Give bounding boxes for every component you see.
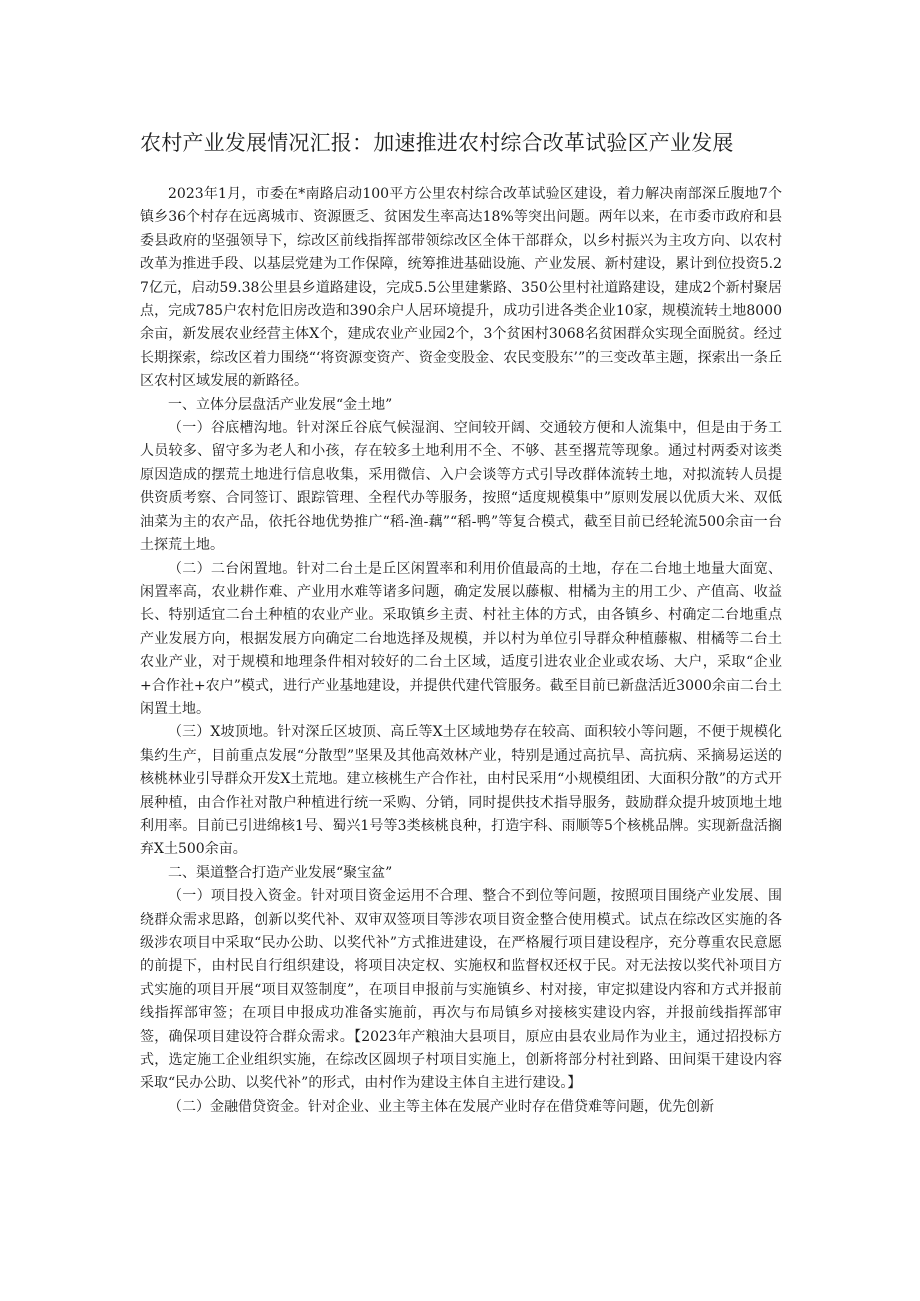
- document-title: 农村产业发展情况汇报：加速推进农村综合改革试验区产业发展: [140, 131, 734, 155]
- section-heading-2: 二、渠道整合打造产业发展“聚宝盆”: [168, 864, 393, 881]
- subsection-paragraph: （一）谷底槽沟地。针对深丘谷底气候湿润、空间较开阔、交通较方便和人流集中，但是由于务工人员较多、留守多为老人和小孩，存在较多土地利用不全、不够、甚至撂荒等现象。通过村两委对该类原因造成的摆荒土地进行信息收集，采用微信、入户会谈等方式引导改群体流转土地，对拟流转人员提供资质考察、合同签订、跟踪管理、全程代办等服务，按照“适度规模集中”原则发展以优质大米、双低油菜为主的农产品，依托谷地优势推广“稻-渔-藕”“稻-鸭”等复合模式，截至目前已经轮流500余亩一台土探荒土地。: [140, 420, 782, 554]
- subsection-paragraph: （二）金融借贷资金。针对企业、业主等主体在发展产业时存在借贷难等问题，优先创新: [168, 1098, 714, 1115]
- subsection-paragraph: （二）二台闲置地。针对二台土是丘区闲置率和利用价值最高的土地，存在二台地土地量大面宽、闲置率高，农业耕作难、产业用水难等诸多问题，确定发展以藤椒、柑橘为主的用工少、产值高、收益长、特别适宜二台土种植的农业产业。采取镇乡主责、村社主体的方式，由各镇乡、村确定二台地重点产业发展方向，根据发展方向确定二台地选择及规模，并以村为单位引导群众种植藤椒、柑橘等二台土农业产业，对于规模和地理条件相对较好的二台土区域，适度引进农业企业或农场、大户，采取“企业+合作社+农户”模式，进行产业基地建设，并提供代建代管服务。截至目前已新盘活近3000余亩二台土闲置土地。: [140, 560, 782, 717]
- section-heading-1: 一、立体分层盘活产业发展“金土地”: [168, 396, 393, 413]
- subsection-paragraph: （三）X坡顶地。针对深丘区坡顶、高丘等X土区域地势存在较高、面积较小等问题，不便于规模化集约生产，目前重点发展“分散型”坚果及其他高效林产业，特别是通过高抗旱、高抗病、采摘易运送的核桃林业引导群众开发X土荒地。建立核桃生产合作社，由村民采用“小规模组团、大面积分散”的方式开展种植，由合作社对散户种植进行统一采购、分销，同时提供技术指导服务，鼓励群众提升坡顶地土地利用率。目前已引进绵核1号、蜀兴1号等3类核桃良种，打造宇科、雨顺等5个核桃品牌。实现新盘活搁弃X土500余亩。: [140, 724, 782, 858]
- intro-paragraph: 2023年1月，市委在*南路启动100平方公里农村综合改革试验区建设，着力解决南部深丘腹地7个镇乡36个村存在远离城市、资源匮乏、贫困发生率高达18%等突出问题。两年以来，在市委市政府和县委县政府的坚强领导下，综改区前线指挥部带领综改区全体干部群众，以乡村振兴为主攻方向、以农村改革为推进手段、以基层党建为工作保障，统筹推进基础设施、产业发展、新村建设，累计到位投资5.27亿元，启动59.38公里县乡道路建设，完成5.5公里建紫路、350公里村社道路建设，建成2个新村聚居点，完成785户农村危旧房改造和390余户人居环境提升，成功引进各类企业10家，规模流转土地8000余亩，新发展农业经营主体X个，建成农业产业园2个，3个贫困村3068名贫困群众实现全面脱贫。经过长期探索，综改区着力围绕“‘将资源变资产、资金变股金、农民变股东’”的三变改革主题，探索出一条丘区农村区域发展的新路径。: [140, 186, 782, 390]
- subsection-paragraph: （一）项目投入资金。针对项目资金运用不合理、整合不到位等问题，按照项目围绕产业发展、围绕群众需求思路，创新以奖代补、双审双签项目等涉农项目资金整合使用模式。试点在综改区实施的各级涉农项目中采取“民办公助、以奖代补”方式推进建设，在严格履行项目建设程序，充分尊重农民意愿的前提下，由村民自行组织建设，将项目决定权、实施权和监督权还权于民。对无法按以奖代补项目方式实施的项目开展“项目双签制度”，在项目申报前与实施镇乡、村对接，审定拟建设内容和方式并报前线指挥部审签；在项目申报成功准备实施前，再次与布局镇乡对接核实建设内容，并报前线指挥部审签，确保项目建设符合群众需求。【2023年产粮油大县项目，原应由县农业局作为业主，通过招投标方式，选定施工企业组织实施，在综改区圆坝子村项目实施上，创新将部分村社到路、田间渠干建设内容采取“民办公助、以奖代补”的形式，由村作为建设主体自主进行建设。】: [140, 888, 782, 1092]
- document-body: [140, 183, 782, 1119]
